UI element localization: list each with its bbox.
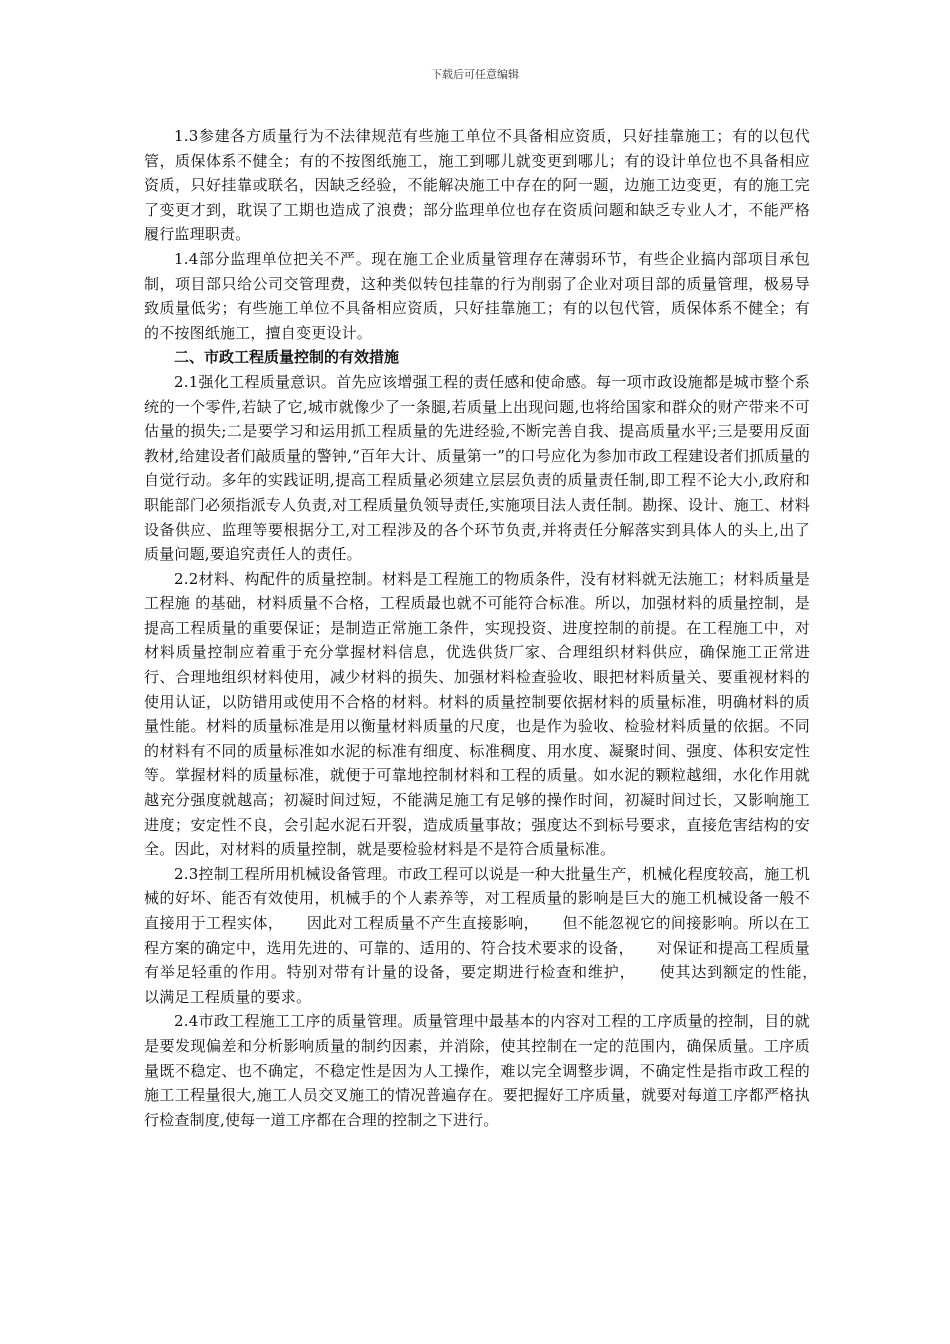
page-header-note: 下载后可任意编辑 — [431, 68, 519, 81]
paragraph-2-3: 2.3控制工程所用机械设备管理。市政工程可以说是一种大批量生产，机械化程度较高，施工机械的好坏、能否有效使用，机械手的个人素养等，对工程质量的影响是巨大的施工机械设备一般不直接用于工程实体， 因此对工程质量不产生直接影响， 但不能忽视它的间接影响。所以在工程方案的确定中，选用先进的、可靠的、适用的、符合技术要求的设备， 对保证和提高工程质量有举足轻重的作用。特别对带有计量的设备，要定期进行检查和维护， 使其达到额定的性能， 以满足工程质量的要求。 — [144, 864, 841, 1006]
section-heading-2: 二、市政工程质量控制的有效措施 — [174, 348, 400, 367]
paragraph-2-1: 2.1强化工程质量意识。首先应该增强工程的责任感和使命感。每一项市政设施都是城市整个系统的一个零件,若缺了它,城市就像少了一条腿,若质量上出现问题,也将给国家和群众的财产带来不可估量的损失;二是要学习和运用抓工程质量的先进经验,不断完善自我、提高质量水平;三是要用反面教材,给建设者们敲质量的警钟,“百年大计、质量第一”的口号应化为参加市政工程建设者们抓质量的自觉行动。多年的实践证明,提高工程质量必须建立层层负责的质量责任制,即工程不论大小,政府和职能部门必须指派专人负责,对工程质量负领导责任,实施项目法人责任制。勘探、设计、施工、材料设备供应、监理等要根据分工,对工程涉及的各个环节负责,并将责任分解落实到具体人的头上,出了质量问题,要追究责任人的责任。 — [144, 372, 810, 564]
paragraph-1-3: 1.3参建各方质量行为不法律规范有些施工单位不具备相应资质，只好挂靠施工；有的以包代管，质保体系不健全；有的不按图纸施工，施工到哪儿就变更到哪儿；有的设计单位也不具备相应资质，只好挂靠或联名，因缺乏经验，不能解决施工中存在的阿一题，边施工边变更，有的施工完了变更才到，耽误了工期也造成了浪费；部分监理单位也存在资质问题和缺乏专业人才，不能严格履行监理职责。 — [144, 127, 810, 244]
paragraph-2-2: 2.2材料、构配件的质量控制。材料是工程施工的物质条件，没有材料就无法施工；材料质量是工程施 的基础，材料质量不合格，工程质最也就不可能符合标准。所以，加强材料的质量控制，是提高工程质量的重要保证；是制造正常施工条件，实现投资、进度控制的前提。在工程施工中，对材料质量控制应着重于充分掌握材料信息，优选供货厂家、合理组织材料供应，确保施工正常进行、合理地组织材料使用，减少材料的损失、加强材料检查验收、眼把材料质量关、要重视材料的使用认证，以防错用或使用不合格的材料。材料的质量控制要依据材料的质量标准，明确材料的质量性能。材料的质量标准是用以衡量材料质量的尺度，也是作为验收、检验材料质量的依据。不同的材料有不同的质量标准如水泥的标准有细度、标准稠度、用水度、凝聚时间、强度、体积安定性等。掌握材料的质量标准，就便于可靠地控制材料和工程的质量。如水泥的颗粒越细，水化作用就越充分强度就越高；初凝时间过短，不能满足施工有足够的操作时间，初凝时间过长，又影响施工进度；安定性不良，会引起水泥石开裂，造成质量事故；强度达不到标号要求，直接危害结构的安全。因此，对材料的质量控制，就是要检验材料是不是符合质量标准。 — [144, 569, 810, 859]
document-body — [144, 124, 841, 1132]
paragraph-2-4: 2.4市政工程施工工序的质量管理。质量管理中最基本的内容对工程的工序质量的控制，目的就是要发现偏差和分析影响质量的制约因素，并消除，使其控制在一定的范围内，确保质量。工序质量既不稳定、也不确定，不稳定性是因为人工操作，难以完全调整步调，不确定性是指市政工程的施工工程量很大,施工人员交叉施工的情况普遍存在。要把握好工序质量，就要对每道工序都严格执行检查制度,使每一道工序都在合理的控制之下进行。 — [144, 1012, 810, 1129]
paragraph-1-4: 1.4部分监理单位把关不严。现在施工企业质量管理存在薄弱环节，有些企业搞内部项目承包制，项目部只给公司交管理费，这种类似转包挂靠的行为削弱了企业对项目部的质量管理，极易导致质量低劣；有些施工单位不具备相应资质，只好挂靠施工；有的以包代管，质保体系不健全；有的不按图纸施工，擅自变更设计。 — [144, 249, 810, 342]
